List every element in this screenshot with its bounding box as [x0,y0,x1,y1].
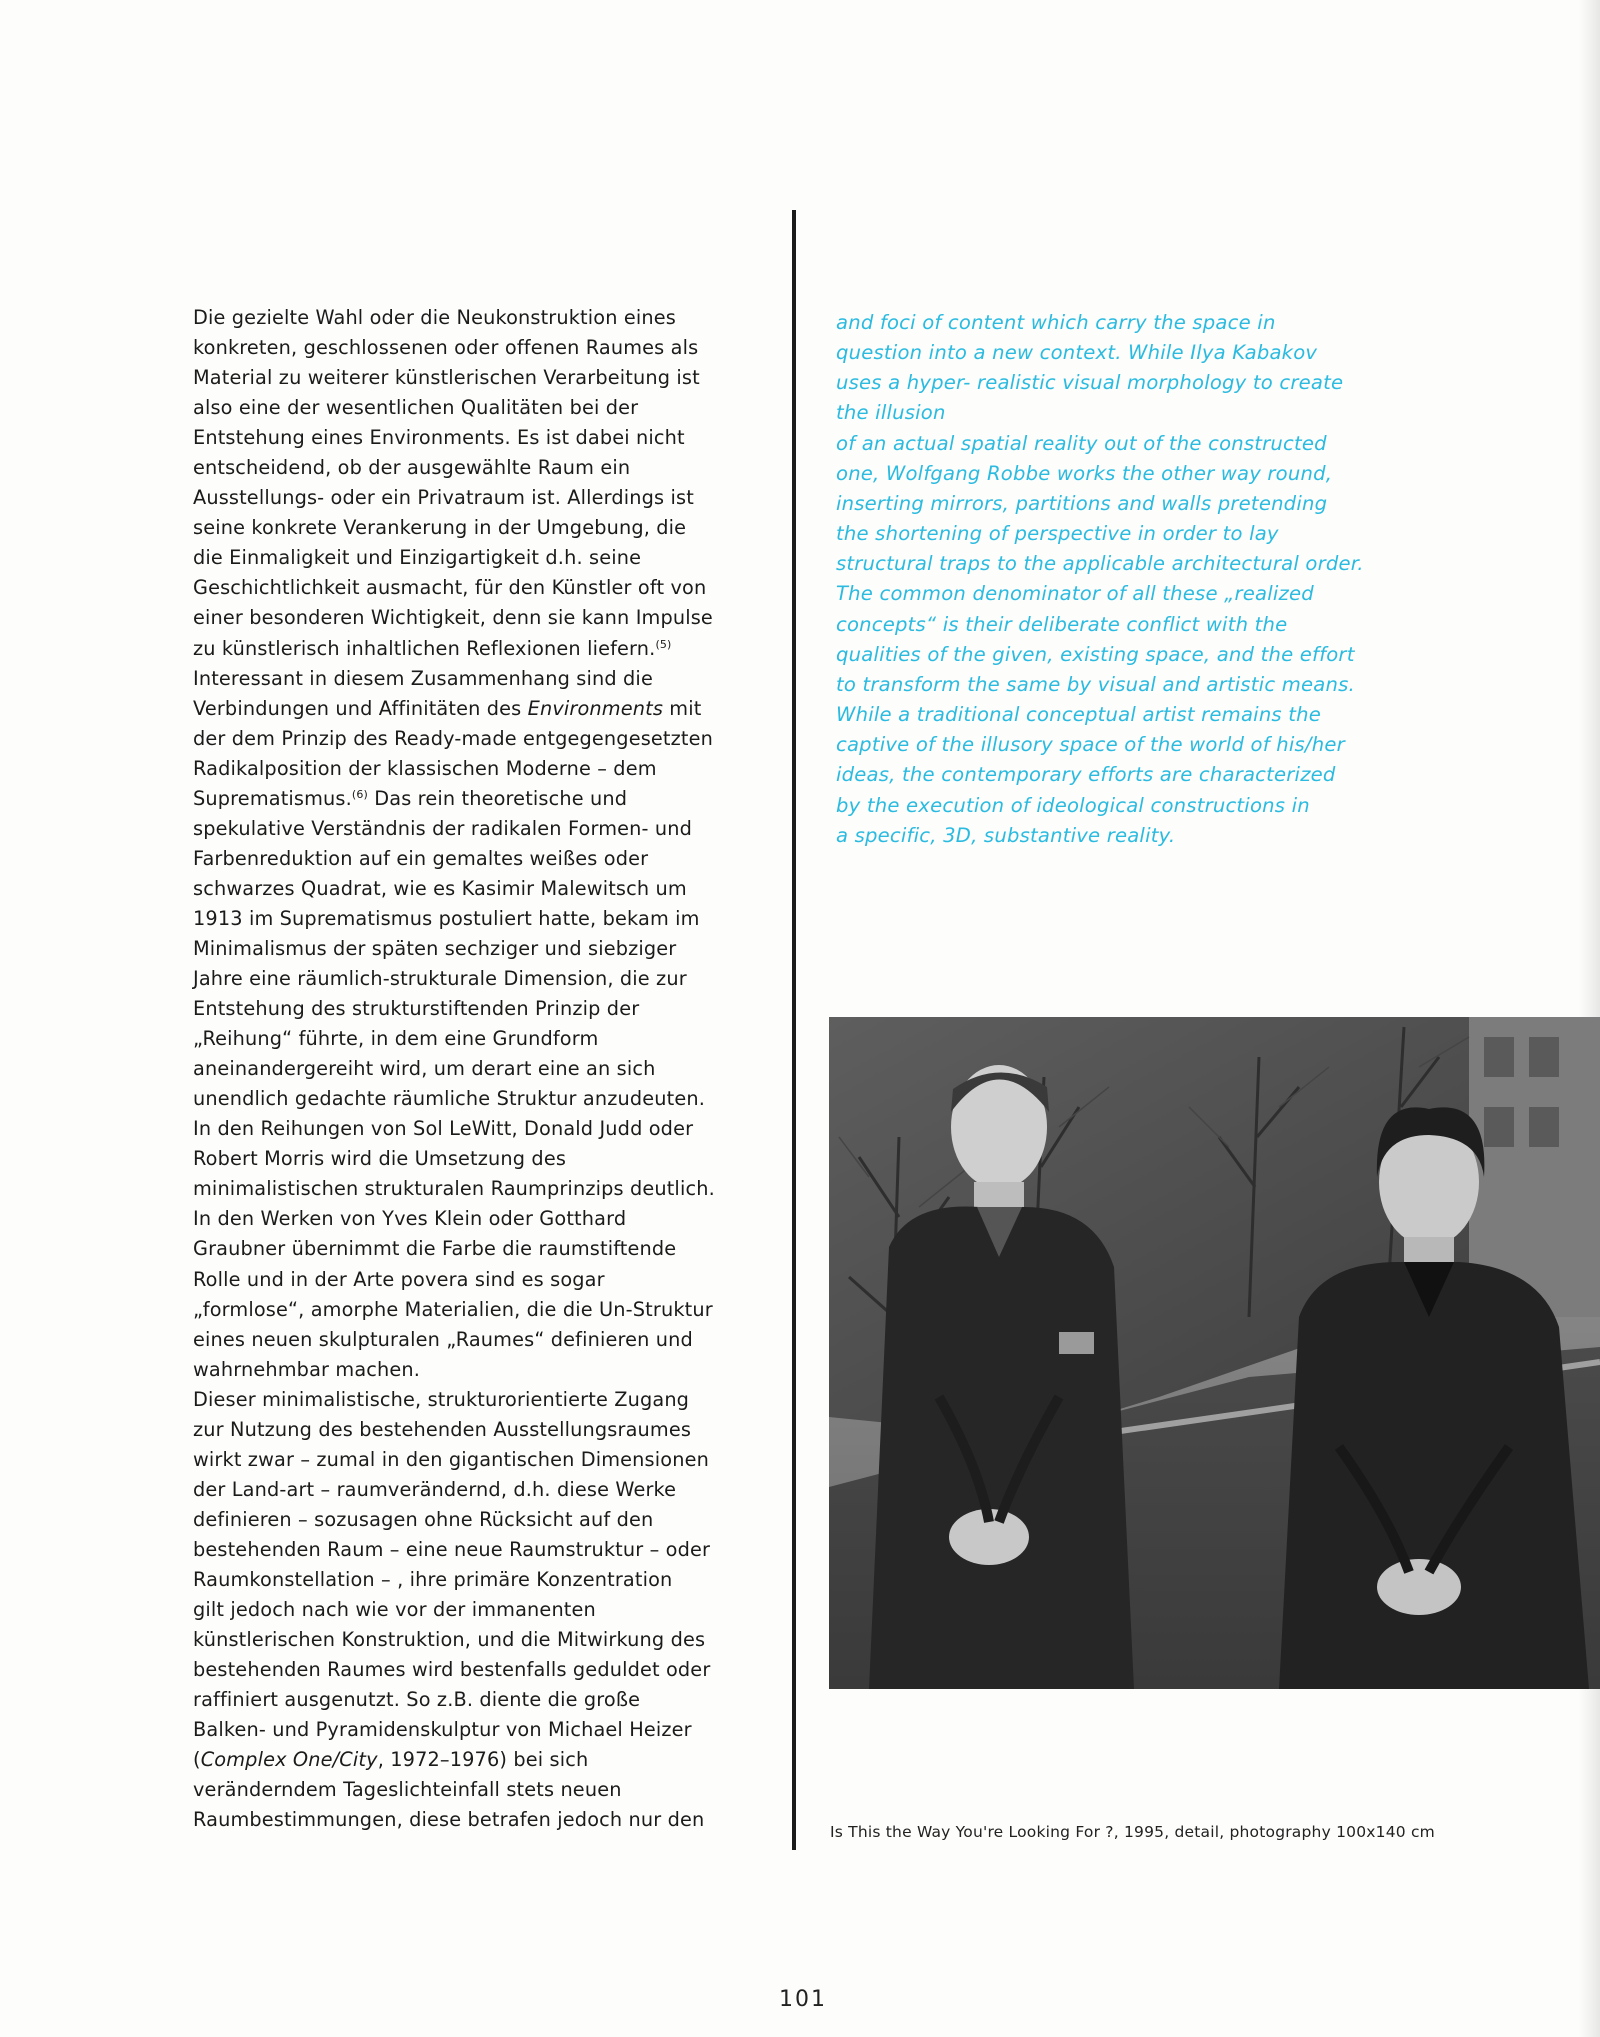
german-line: also eine der wesentlichen Qualitäten bei der [193,396,639,420]
caption-details: , 1995, detail, photography 100x140 cm [1113,1823,1435,1841]
german-line-text: , 1972–1976) bei sich [377,1748,589,1772]
german-line: 1913 im Suprematismus postuliert hatte, bekam im [193,906,700,930]
german-line: veränderndem Tageslichteinfall stets neuen [193,1778,622,1802]
german-line: „Reihung“ führte, in dem eine Grundform [193,1027,599,1051]
footnote-marker: (5) [655,637,672,651]
german-line: Graubner übernimmt die Farbe die raumstiftende [193,1237,677,1261]
german-line: Rolle und in der Arte povera sind es sogar [193,1267,605,1291]
english-line: qualities of the given, existing space, and the effort [836,642,1355,666]
english-line: the illusion [836,401,946,425]
german-line-text: Das rein theoretische und [367,786,628,810]
german-line [193,694,763,724]
german-line: „formlose“, amorphe Materialien, die die Un-Struktur [193,1297,713,1321]
english-line: structural traps to the applicable architectural order. [836,552,1364,576]
german-line: Entstehung eines Environments. Es ist dabei nicht [193,426,685,450]
german-line: Ausstellungs- oder ein Privatraum ist. Allerdings ist [193,486,694,510]
english-line: uses a hyper- realistic visual morphology to create [836,371,1344,395]
italic-term: Environments [527,696,664,720]
german-line: künstlerischen Konstruktion, und die Mitwirkung des [193,1628,706,1652]
english-line: The common denominator of all these „realized [836,582,1314,606]
german-line: bestehenden Raumes wird bestenfalls geduldet oder [193,1658,711,1682]
german-line-text: ( [193,1748,201,1772]
english-line: concepts“ is their deliberate conflict with the [836,612,1288,636]
german-line: Raumbestimmungen, diese betrafen jedoch nur den [193,1808,705,1832]
english-line: question into a new context. While Ilya Kabakov [836,341,1318,365]
german-line: die Einmaligkeit und Einzigartigkeit d.h. seine [193,546,642,570]
german-line: Geschichtlichkeit ausmacht, für den Künstler oft von [193,576,707,600]
german-line: Die gezielte Wahl oder die Neukonstruktion eines [193,306,676,329]
page-number: 101 [779,1987,827,2012]
photo-illustration [829,1017,1600,1689]
german-line: Minimalismus der späten sechziger und siebziger [193,936,677,960]
german-line: Jahre eine räumlich-strukturale Dimension, die zur [193,967,687,991]
german-line: seine konkrete Verankerung in der Umgebung, die [193,516,687,540]
english-text-column [836,308,1416,851]
german-line: eines neuen skulpturalen „Raumes“ definieren und [193,1327,693,1351]
german-line: einer besonderen Wichtigkeit, denn sie kann Impulse [193,606,713,630]
german-line [193,784,763,814]
english-line: the shortening of perspective in order to lay [836,522,1279,546]
english-line: by the execution of ideological constructions in [836,793,1310,817]
german-line-text: Verbindungen und Affinitäten des [193,696,528,720]
italic-title: Complex One/City [200,1748,378,1772]
german-line [193,634,763,664]
german-line-text: mit [663,696,702,720]
german-line: spekulative Verständnis der radikalen Formen- und [193,816,693,840]
english-line: While a traditional conceptual artist remains the [836,703,1322,727]
caption-title: Is This the Way You're Looking For ? [830,1823,1114,1841]
english-line: a specific, 3D, substantive reality. [836,823,1176,847]
english-line: to transform the same by visual and artistic means. [836,672,1355,696]
footnote-marker: (6) [351,787,368,801]
english-line: inserting mirrors, partitions and walls pretending [836,491,1328,515]
german-line: der Land-art – raumverändernd, d.h. diese Werke [193,1477,677,1501]
german-line: bestehenden Raum – eine neue Raumstruktur – oder [193,1537,711,1561]
english-line: ideas, the contemporary efforts are characterized [836,763,1336,787]
german-line: schwarzes Quadrat, wie es Kasimir Malewitsch um [193,876,687,900]
german-line: Farbenreduktion auf ein gemaltes weißes oder [193,846,649,870]
german-line: raffiniert ausgenutzt. So z.B. diente die große [193,1688,641,1712]
german-line: wahrnehmbar machen. [193,1357,421,1381]
german-line: zur Nutzung des bestehenden Ausstellungsraumes [193,1417,692,1441]
german-line: Radikalposition der klassischen Moderne – dem [193,756,657,780]
german-line: Raumkonstellation – , ihre primäre Konzentration [193,1567,673,1591]
german-line: definieren – sozusagen ohne Rücksicht auf den [193,1507,654,1531]
german-line: Dieser minimalistische, strukturorientierte Zugang [193,1387,690,1411]
english-line: of an actual spatial reality out of the constructed [836,431,1327,455]
german-line: Interessant in diesem Zusammenhang sind die [193,666,653,690]
english-line: captive of the illusory space of the world of his/her [836,733,1345,757]
english-line: one, Wolfgang Robbe works the other way round, [836,461,1333,485]
german-line: gilt jedoch nach wie vor der immanenten [193,1598,596,1622]
german-line: minimalistischen strukturalen Raumprinzips deutlich. [193,1177,715,1201]
german-text-column [193,303,763,1835]
german-line: konkreten, geschlossenen oder offenen Raumes als [193,336,699,360]
german-line: Material zu weiterer künstlerischen Verarbeitung ist [193,366,700,390]
english-line: and foci of content which carry the space in [836,311,1276,334]
photo-caption [830,1823,1435,1841]
column-divider [792,210,796,1850]
german-line: entscheidend, ob der ausgewählte Raum ein [193,456,631,480]
german-line: der dem Prinzip des Ready-made entgegengesetzten [193,726,713,750]
german-line: aneinandergereiht wird, um derart eine an sich [193,1057,656,1081]
german-line-text: Suprematismus. [193,786,352,810]
german-line: In den Werken von Yves Klein oder Gotthard [193,1207,627,1231]
german-line: Balken- und Pyramidenskulptur von Michael Heizer [193,1718,692,1742]
german-line: In den Reihungen von Sol LeWitt, Donald Judd oder [193,1117,694,1141]
german-line [193,1745,763,1775]
german-line-text: zu künstlerisch inhaltlichen Reflexionen liefern. [193,636,656,660]
german-line: wirkt zwar – zumal in den gigantischen Dimensionen [193,1447,709,1471]
german-line: unendlich gedachte räumliche Struktur anzudeuten. [193,1087,705,1111]
german-line: Robert Morris wird die Umsetzung des [193,1147,567,1171]
german-line: Entstehung des strukturstiftenden Prinzip der [193,997,640,1021]
artist-photograph [829,1017,1600,1689]
